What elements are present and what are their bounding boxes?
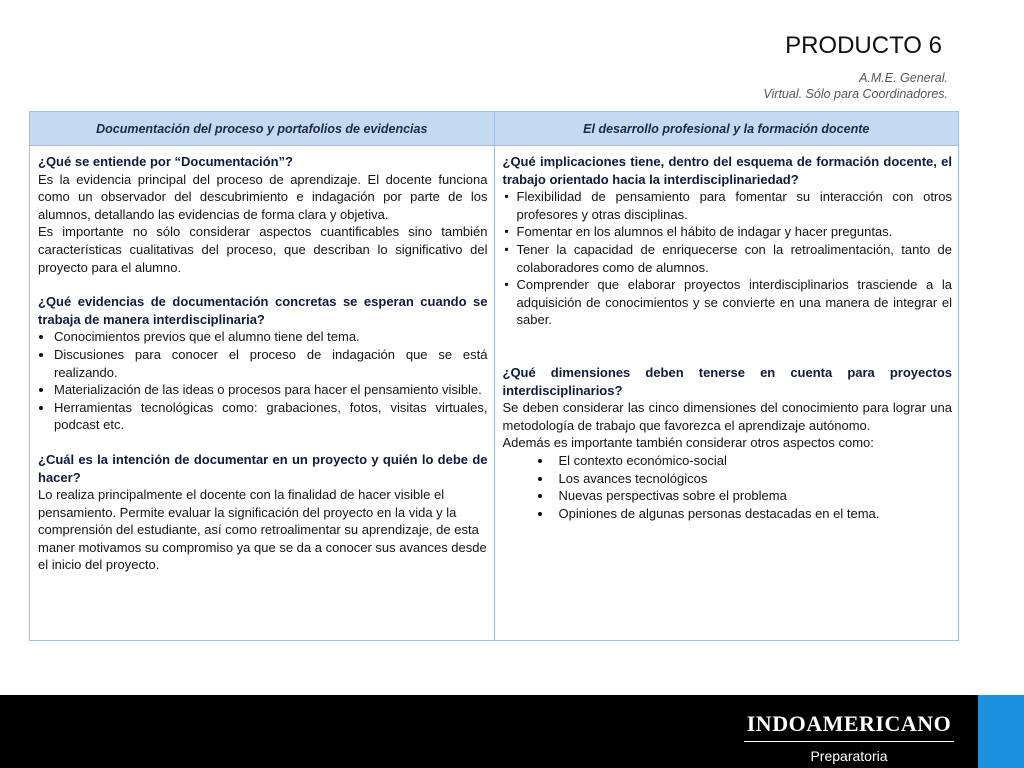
question-dimensions: ¿Qué dimensiones deben tenerse en cuenta para proyectos interdisciplinarios? <box>502 364 952 398</box>
left-column-header: Documentación del proceso y portafolios de evidencias <box>96 121 428 136</box>
accent-bar <box>978 695 1024 768</box>
right-column-header: El desarrollo profesional y la formación docente <box>494 112 959 145</box>
paragraph: Es importante no sólo considerar aspectos cuantificables sino también características cualitativas del proceso, que describan lo significativo del proyecto para el alumno. <box>38 224 488 275</box>
question-intention: ¿Cuál es la intención de documentar en un proyecto y quién lo debe de hacer? <box>38 451 488 485</box>
subtitle-line-1: A.M.E. General. <box>859 71 948 85</box>
list-item: ▪ Comprender que elaborar proyectos interdisciplinarios trasciende a la adquisición de conocimientos y se convierte en una manera de integrar el saber. <box>517 276 953 329</box>
list-item: • El contexto económico-social <box>553 452 953 470</box>
content-table <box>29 111 959 641</box>
list-item: • Nuevas perspectivas sobre el problema <box>553 487 953 505</box>
slide-title: PRODUCTO 6 <box>785 32 942 59</box>
logo-brand: INDOAMERICANO <box>744 711 954 742</box>
list-item: ▪ Fomentar en los alumnos el hábito de indagar y hacer preguntas. <box>517 223 953 241</box>
aspects-list <box>503 452 953 522</box>
list-item: • Herramientas tecnológicas como: grabaciones, fotos, visitas virtuales, podcast etc. <box>54 399 488 434</box>
list-item: • Discusiones para conocer el proceso de indagación que se está realizando. <box>54 346 488 381</box>
subtitle-line-2: Virtual. Sólo para Coordinadores. <box>763 87 948 101</box>
left-column <box>30 146 494 640</box>
table-body-row <box>30 146 958 640</box>
list-item: • Materialización de las ideas o procesos para hacer el pensamiento visible. <box>54 381 488 399</box>
question-evidences: ¿Qué evidencias de documentación concretas se esperan cuando se trabaja de manera interdisciplinaria? <box>38 294 488 327</box>
evidence-list <box>38 328 488 434</box>
question-documentation: ¿Qué se entiende por “Documentación”? <box>38 154 293 169</box>
paragraph: Es la evidencia principal del proceso de aprendizaje. El docente funciona como un observador del descubrimiento e indagación por parte de los alumnos, detallando las evidencias de forma clara y objetiva. <box>38 171 488 222</box>
list-item: • Opiniones de algunas personas destacadas en el tema. <box>553 505 953 523</box>
implications-list <box>503 188 953 329</box>
paragraph: Se deben considerar las cinco dimensiones del conocimiento para lograr una metodología de trabajo que favorezca el aprendizaje autónomo. <box>502 400 952 433</box>
paragraph: Lo realiza principalmente el docente con la finalidad de hacer visible el pensamiento. Permite evaluar la significación del proyecto en la vida y la comprensión del estudiante, así como retroalimentar su aprendizaje, de esta maner motivamos su compromiso ya que se da a conocer sus avances desde el inicio del proyecto. <box>38 487 487 573</box>
table-header-row <box>30 112 958 146</box>
list-item: • Los avances tecnológicos <box>553 470 953 488</box>
paragraph: Además es importante también considerar otros aspectos como: <box>502 435 874 451</box>
indoamericano-logo <box>744 711 954 764</box>
list-item: ▪ Flexibilidad de pensamiento para fomentar su interacción con otros profesores y otras disciplinas. <box>517 188 953 223</box>
right-column <box>494 146 959 640</box>
footer-bar <box>0 695 1024 768</box>
list-item: ▪ Tener la capacidad de enriquecerse con la retroalimentación, tanto de colaboradores como de alumnos. <box>517 241 953 276</box>
list-item: • Conocimientos previos que el alumno tiene del tema. <box>54 328 488 346</box>
logo-subtitle: Preparatoria <box>810 748 888 764</box>
slide-subtitle <box>763 70 948 102</box>
question-implications: ¿Qué implicaciones tiene, dentro del esquema de formación docente, el trabajo orientado hacia la interdisciplinariedad? <box>502 154 952 187</box>
